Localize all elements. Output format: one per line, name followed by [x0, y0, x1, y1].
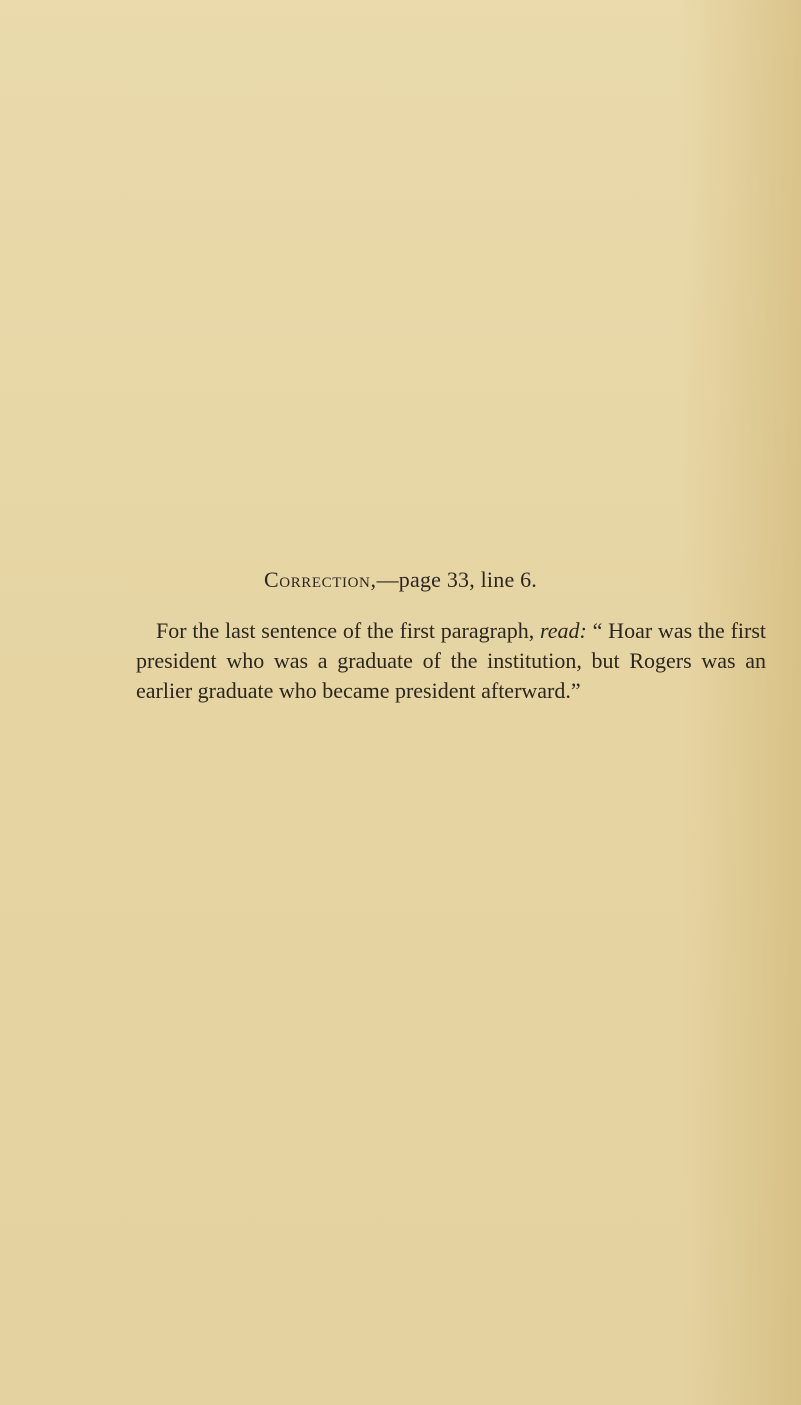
- correction-quote: “ Hoar was the first president who was a graduate of the institution, but Rogers was an earlier graduate who became president afterward.”: [136, 618, 767, 703]
- correction-text: [136, 616, 766, 706]
- correction-instruction: read:: [540, 618, 587, 643]
- correction-heading: [0, 566, 801, 594]
- correction-reference: —page 33, line 6.: [376, 567, 538, 592]
- correction-label: Correction,: [263, 567, 377, 592]
- correction-lead: For the last sentence of the first paragraph,: [156, 618, 535, 643]
